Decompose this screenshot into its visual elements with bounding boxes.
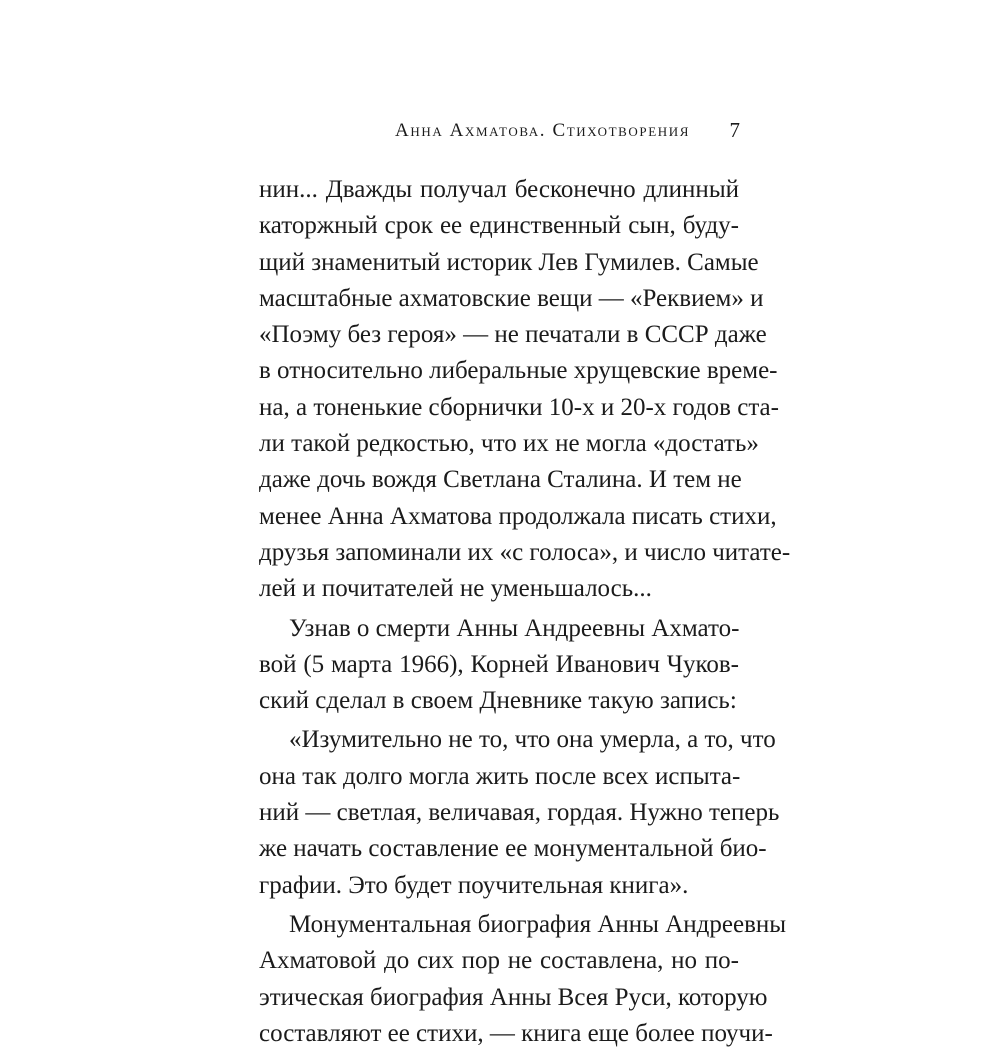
text-line: составляют ее стихи, — книга еще более поучи- (259, 1019, 773, 1047)
text-line: же начать составление ее монументальной био- (259, 835, 767, 863)
text-line: каторжный срок ее единственный сын, буду- (259, 212, 739, 240)
paragraph-start-line: Монументальная биография Анны Андреевны (289, 910, 787, 938)
text-line: вой (5 марта 1966), Корней Иванович Чуков- (259, 650, 739, 678)
text-line: ний — светлая, величавая, гордая. Нужно теперь (259, 799, 780, 827)
body-text (259, 172, 791, 1052)
text-line: на, а тоненькие сборнички 10-х и 20-х годов ста- (259, 393, 779, 421)
paragraph-start-line: Узнав о смерти Анны Андреевны Ахмато- (289, 614, 740, 642)
text-line: Ахматовой до сих пор не составлена, но по- (259, 947, 739, 975)
page-number: 7 (729, 118, 740, 142)
text-line: в относительно либеральные хрущевские време- (259, 357, 778, 385)
text-line: «Поэму без героя» — не печатали в СССР даже (259, 321, 767, 349)
quote-start-line: «Изумительно не то, что она умерла, а то, что (289, 726, 776, 754)
text-line: нин... Дважды получал бесконечно длинный (259, 176, 739, 203)
text-line: масштабные ахматовские вещи — «Реквием» и (259, 284, 764, 312)
text-line: она так долго могла жить после всех испыта- (259, 762, 741, 790)
text-line: щий знаменитый историк Лев Гумилев. Самые (259, 248, 759, 276)
text-line: лей и почитателей не уменьшалось... (259, 575, 652, 603)
text-line: даже дочь вождя Светлана Сталина. И тем не (259, 466, 742, 494)
text-line: графии. Это будет поучительная книга». (259, 871, 689, 899)
text-line: менее Анна Ахматова продолжала писать стихи, (259, 502, 777, 530)
running-title: Анна Ахматова. Стихотворения (395, 120, 690, 141)
running-head (258, 118, 746, 146)
text-line: ли такой редкостью, что их не могла «достать» (259, 430, 759, 458)
text-line: друзья запоминали их «с голоса», и число читате- (259, 538, 791, 566)
text-line: этическая биография Анны Всея Руси, которую (259, 983, 768, 1011)
text-line: ский сделал в своем Дневнике такую запись: (259, 687, 737, 715)
